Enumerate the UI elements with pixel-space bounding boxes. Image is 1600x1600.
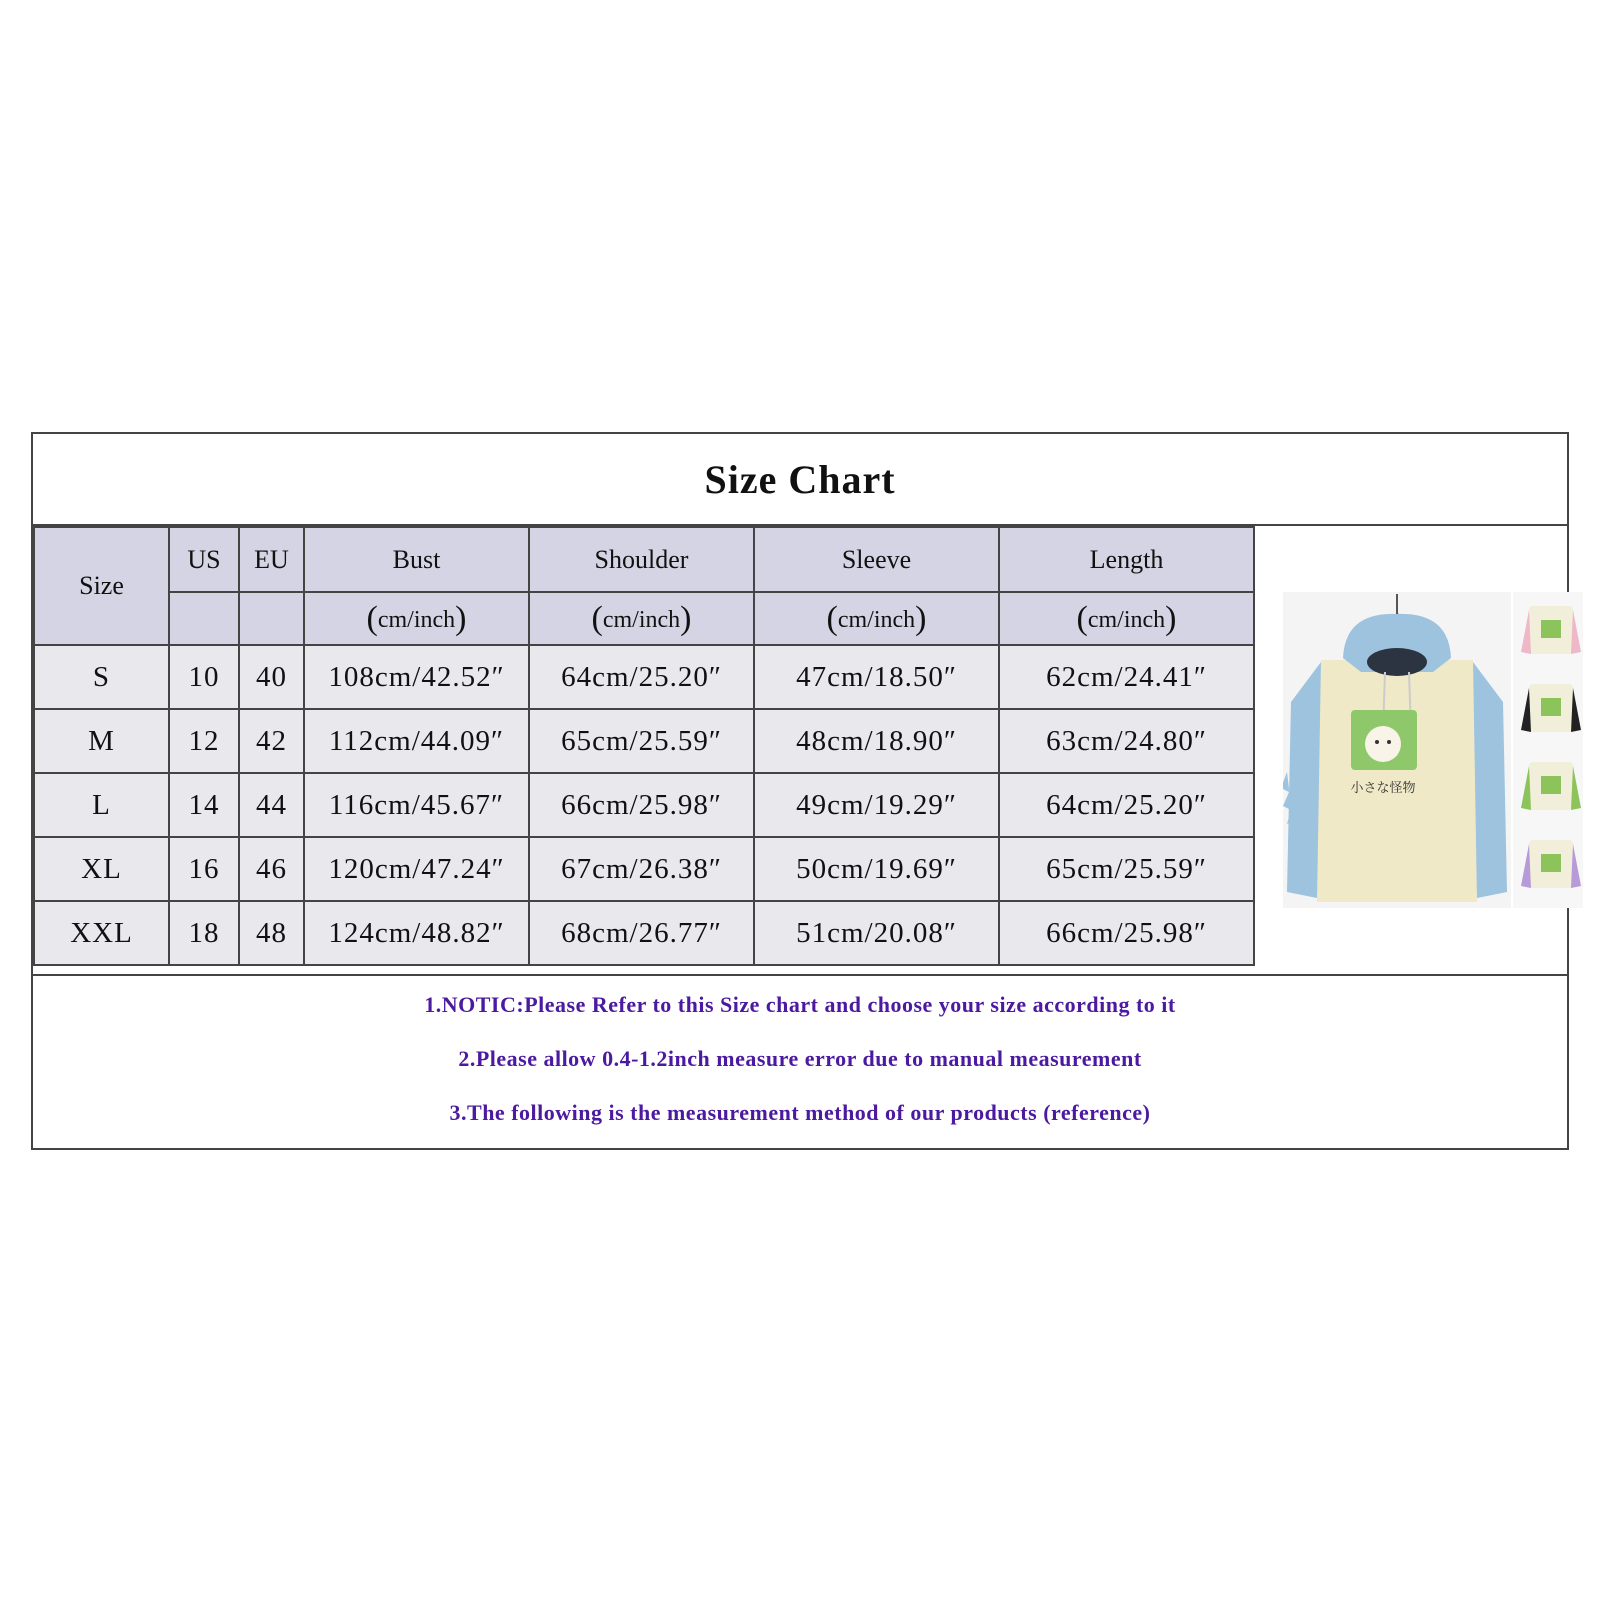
cell-shoulder: 64cm/25.20″: [529, 645, 754, 709]
header-eu: EU: [239, 527, 304, 592]
cell-eu: 46: [239, 837, 304, 901]
cell-eu: 42: [239, 709, 304, 773]
unit-label: cm/inch: [1087, 606, 1166, 633]
cell-us: 18: [169, 901, 239, 965]
cell-length: 66cm/25.98″: [999, 901, 1254, 965]
variant-thumbnails: [1513, 592, 1583, 908]
paren-close: ): [1165, 599, 1177, 637]
cell-us: 10: [169, 645, 239, 709]
page-title: Size Chart: [33, 434, 1567, 526]
cell-length: 62cm/24.41″: [999, 645, 1254, 709]
cell-sleeve: 50cm/19.69″: [754, 837, 999, 901]
paren-open: (: [1076, 599, 1088, 637]
cell-shoulder: 66cm/25.98″: [529, 773, 754, 837]
thumb-print: [1541, 854, 1561, 872]
header-us-unit: [169, 592, 239, 645]
cell-size: XL: [34, 837, 169, 901]
paren-close: ): [455, 599, 467, 637]
cell-eu: 40: [239, 645, 304, 709]
header-sleeve: Sleeve: [754, 527, 999, 592]
cell-size: L: [34, 773, 169, 837]
bunny-eye-left: [1375, 740, 1379, 744]
table-row: [34, 901, 1254, 965]
cell-shoulder: 67cm/26.38″: [529, 837, 754, 901]
cell-length: 65cm/25.59″: [999, 837, 1254, 901]
paren-open: (: [591, 599, 603, 637]
header-unit-sleeve: [754, 592, 999, 645]
cell-sleeve: 48cm/18.90″: [754, 709, 999, 773]
cell-sleeve: 51cm/20.08″: [754, 901, 999, 965]
note-2: 2.Please allow 0.4-1.2inch measure error due to manual measurement: [458, 1046, 1142, 1071]
table-row: [34, 709, 1254, 773]
cell-shoulder: 65cm/25.59″: [529, 709, 754, 773]
cell-sleeve: 49cm/19.29″: [754, 773, 999, 837]
unit-label: cm/inch: [377, 606, 456, 633]
hood-opening: [1367, 648, 1427, 676]
header-unit-bust: [304, 592, 529, 645]
paren-open: (: [826, 599, 838, 637]
cell-bust: 112cm/44.09″: [304, 709, 529, 773]
product-photo: [1283, 592, 1583, 910]
note-3: 3.The following is the measurement method of our products (reference): [449, 1100, 1151, 1125]
unit-label: cm/inch: [837, 606, 916, 633]
bunny-eye-right: [1387, 740, 1391, 744]
size-table: [33, 526, 1255, 966]
paren-close: ): [915, 599, 927, 637]
unit-label: cm/inch: [602, 606, 681, 633]
cell-us: 16: [169, 837, 239, 901]
size-chart-frame: [31, 432, 1569, 1150]
table-row: [34, 773, 1254, 837]
paren-open: (: [366, 599, 378, 637]
cell-bust: 116cm/45.67″: [304, 773, 529, 837]
variant-purple: [1521, 840, 1581, 888]
print-text: 小さな怪物: [1350, 781, 1416, 796]
header-bust: Bust: [304, 527, 529, 592]
variant-green: [1521, 762, 1581, 810]
cell-eu: 48: [239, 901, 304, 965]
thumb-print: [1541, 776, 1561, 794]
notes-section: [33, 974, 1567, 1150]
table-row: [34, 837, 1254, 901]
cell-bust: 108cm/42.52″: [304, 645, 529, 709]
cell-length: 63cm/24.80″: [999, 709, 1254, 773]
paren-close: ): [680, 599, 692, 637]
thumb-print: [1541, 620, 1561, 638]
cell-us: 12: [169, 709, 239, 773]
header-unit-length: [999, 592, 1254, 645]
header-shoulder: Shoulder: [529, 527, 754, 592]
table-row: [34, 645, 1254, 709]
cell-size: M: [34, 709, 169, 773]
cell-eu: 44: [239, 773, 304, 837]
bunny-icon: [1365, 726, 1401, 762]
product-images: [1283, 592, 1583, 910]
header-eu-unit: [239, 592, 304, 645]
cell-shoulder: 68cm/26.77″: [529, 901, 754, 965]
header-length: Length: [999, 527, 1254, 592]
cell-bust: 124cm/48.82″: [304, 901, 529, 965]
thumb-print: [1541, 698, 1561, 716]
cell-sleeve: 47cm/18.50″: [754, 645, 999, 709]
cell-bust: 120cm/47.24″: [304, 837, 529, 901]
variant-pink: [1521, 606, 1581, 654]
cell-length: 64cm/25.20″: [999, 773, 1254, 837]
variant-black: [1521, 684, 1581, 732]
header-unit-shoulder: [529, 592, 754, 645]
header-us: US: [169, 527, 239, 592]
note-1: 1.NOTIC:Please Refer to this Size chart and choose your size according to it: [424, 992, 1176, 1017]
header-size: Size: [34, 527, 169, 645]
cell-size: S: [34, 645, 169, 709]
cell-size: XXL: [34, 901, 169, 965]
cell-us: 14: [169, 773, 239, 837]
